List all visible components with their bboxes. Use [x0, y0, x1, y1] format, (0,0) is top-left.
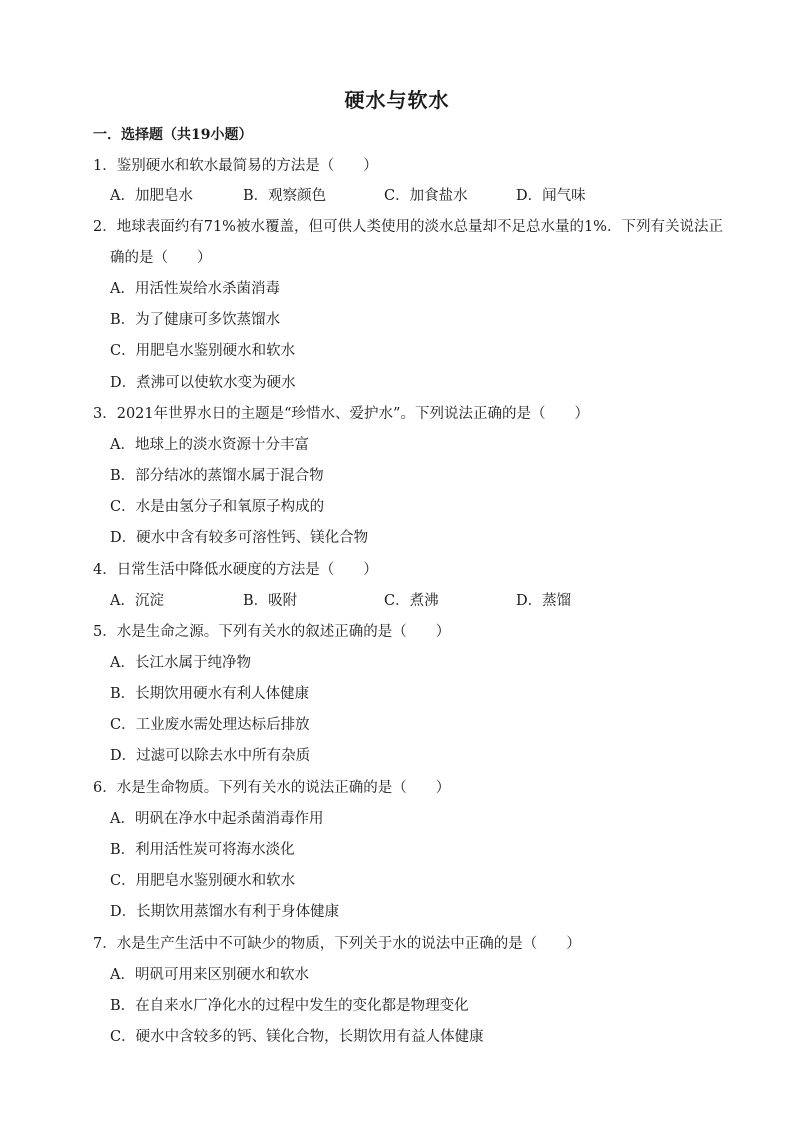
- question-4-option-a: A．沉淀: [110, 593, 164, 609]
- question-2-option-a: A．用活性炭给水杀菌消毒: [110, 281, 280, 297]
- question-6-option-a: A．明矾在净水中起杀菌消毒作用: [110, 811, 324, 827]
- question-2-option-d: D．煮沸可以使软水变为硬水: [110, 375, 296, 391]
- question-1-stem: 1．鉴别硬水和软水最简易的方法是（ ）: [93, 158, 378, 174]
- question-4-options: [110, 591, 710, 611]
- question-1-options: [110, 186, 710, 206]
- question-7-option-b: B．在自来水厂净化水的过程中发生的变化都是物理变化: [110, 998, 469, 1014]
- question-5-option-c: C．工业废水需处理达标后排放: [110, 717, 310, 733]
- question-2-stem: 2．地球表面约有71%被水覆盖，但可供人类使用的淡水总量却不足总水量的1%．下列有关说法正: [93, 219, 723, 235]
- question-6-option-b: B．利用活性炭可将海水淡化: [110, 842, 295, 858]
- question-3-stem: 3．2021年世界水日的主题是“珍惜水、爱护水”。下列说法正确的是（ ）: [93, 406, 589, 422]
- question-5-option-a: A．长江水属于纯净物: [110, 655, 251, 671]
- question-1-option-a: A．加肥皂水: [110, 188, 193, 204]
- question-5-stem: 5．水是生命之源。下列有关水的叙述正确的是（ ）: [93, 624, 451, 640]
- question-7-option-a: A．明矾可用来区别硬水和软水: [110, 967, 309, 983]
- question-6-option-c: C．用肥皂水鉴别硬水和软水: [110, 873, 296, 889]
- question-4-option-b: B．吸附: [243, 593, 298, 609]
- question-5-option-b: B．长期饮用硬水有利人体健康: [110, 686, 310, 702]
- question-4-option-d: D．蒸馏: [516, 593, 572, 609]
- question-2-stem-continued: 确的是（ ）: [110, 250, 212, 266]
- question-3-option-d: D．硬水中含有较多可溶性钙、镁化合物: [110, 530, 369, 546]
- question-4-stem: 4．日常生活中降低水硬度的方法是（ ）: [93, 562, 378, 578]
- question-6-stem: 6．水是生命物质。下列有关水的说法正确的是（ ）: [93, 780, 451, 796]
- question-2-option-b: B．为了健康可多饮蒸馏水: [110, 312, 281, 328]
- question-6-option-d: D．长期饮用蒸馏水有利于身体健康: [110, 904, 340, 920]
- question-5-option-d: D．过滤可以除去水中所有杂质: [110, 748, 311, 764]
- question-2-option-c: C．用肥皂水鉴别硬水和软水: [110, 343, 296, 359]
- question-1-option-c: C．加食盐水: [384, 188, 468, 204]
- question-3-option-a: A．地球上的淡水资源十分丰富: [110, 437, 309, 453]
- question-1-option-b: B．观察颜色: [243, 188, 327, 204]
- question-7-option-c: C．硬水中含较多的钙、镁化合物，长期饮用有益人体健康: [110, 1029, 484, 1045]
- question-1-option-d: D．闻气味: [516, 188, 586, 204]
- question-3-option-b: B．部分结冰的蒸馏水属于混合物: [110, 468, 324, 484]
- question-3-option-c: C．水是由氢分子和氧原子构成的: [110, 499, 325, 515]
- section-heading: 一．选择题（共19小题）: [93, 127, 253, 143]
- question-7-stem: 7．水是生产生活中不可缺少的物质，下列关于水的说法中正确的是（ ）: [93, 936, 581, 952]
- document-title: 硬水与软水: [344, 88, 450, 112]
- question-4-option-c: C．煮沸: [384, 593, 439, 609]
